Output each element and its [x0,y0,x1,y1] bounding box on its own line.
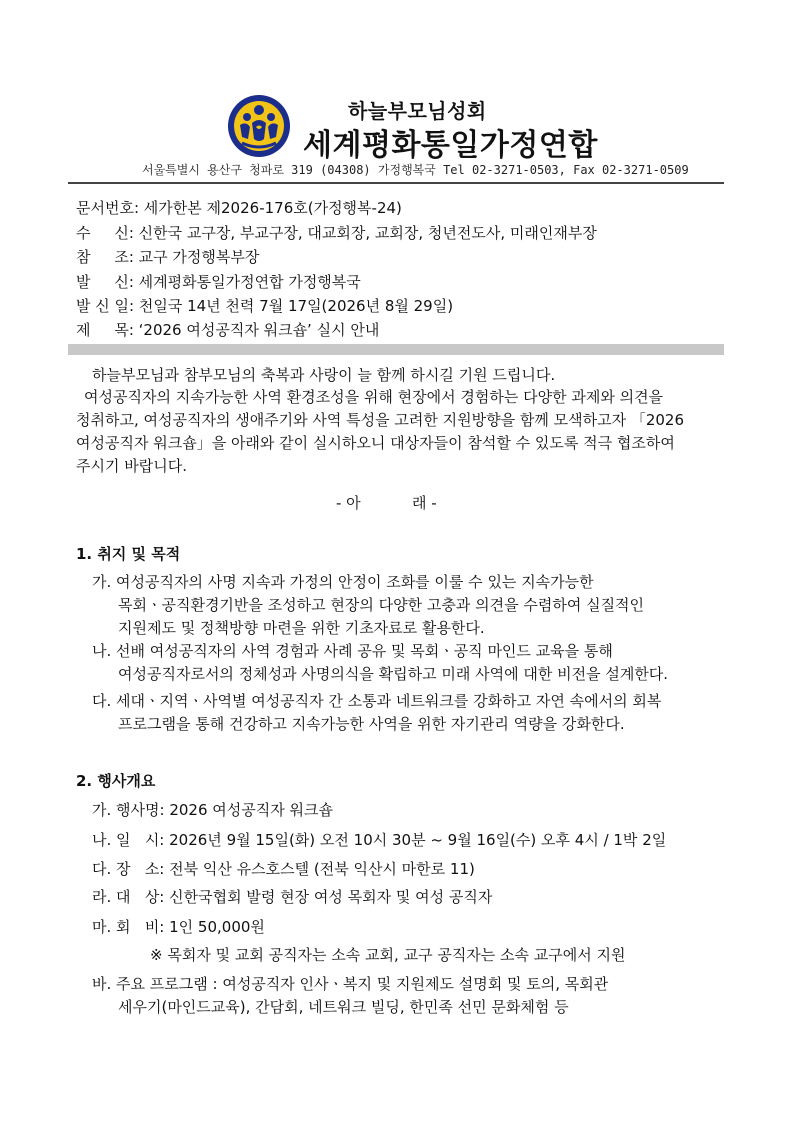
section-1-item-c-line-1: 다. 세대ㆍ지역ㆍ사역별 여성공직자 간 소통과 네트워크를 강화하고 자연 속에서의 회복 [92,692,662,710]
recipient-value: 신한국 교구장, 부교구장, 대교회장, 교회장, 청년전도사, 미래인재부장 [138,224,597,242]
recipient-label: 수 신: [76,224,134,242]
intro-line-2: 청취하고, 여성공직자의 생애주기와 사역 특성을 고려한 지원방향을 함께 모색하고자 「2026 [76,411,685,429]
doc-number-row [76,197,402,218]
section-1-item-a-line-2: 목회ㆍ공직환경기반을 조성하고 현장의 다양한 고충과 의견을 수렴하여 실질적인 [118,596,645,614]
section-1-item-b-line-2: 여성공직자로서의 정체성과 사명의식을 확립하고 미래 사역에 대한 비전을 설계한다. [118,665,669,683]
doc-number-value: 세가한본 제2026-176호(가정행복-24) [143,199,402,217]
event-name-row: 가. 행사명: 2026 여성공직자 워크숍 [92,801,333,819]
section-1-item-a-line-1: 가. 여성공직자의 사명 지속과 가정의 안정이 조화를 이룰 수 있는 지속가능한 [92,573,594,591]
organization-subtitle: 하늘부모님성회 [348,99,487,123]
subject-value: ‘2026 여성공직자 워크숍’ 실시 안내 [138,321,380,339]
organization-address: 서울특별시 용산구 청파로 319 (04308) 가정행복국 Tel 02-3271-0503, Fax 02-3271-0509 [142,163,689,177]
organization-name: 세계평화통일가정연합 [303,128,598,163]
event-fee-row: 마. 회 비: 1인 50,000원 [92,918,265,936]
fee-support-note: ※ 목회자 및 교회 공직자는 소속 교회, 교구 공직자는 소속 교구에서 지원 [150,946,626,964]
organization-logo [226,93,292,159]
section-divider-bar [68,344,724,355]
section-1-title: 1. 취지 및 목적 [76,545,181,563]
event-venue-row: 다. 장 소: 전북 익산 유스호스텔 (전북 익산시 마한로 11) [92,860,475,878]
event-target-row: 라. 대 상: 신한국협회 발령 현장 여성 목회자 및 여성 공직자 [92,888,493,906]
subject-label: 제 목: [76,321,134,339]
intro-line-4: 주시기 바랍니다. [76,457,187,475]
header-divider [68,182,724,184]
reference-row [76,246,259,267]
sender-label: 발 신: [76,273,134,291]
subject-row [76,319,379,340]
greeting-text: 하늘부모님과 참부모님의 축복과 사랑이 늘 함께 하시길 기원 드립니다. [92,366,556,384]
below-heading-right: 래 - [412,494,437,512]
sender-row [76,271,361,292]
intro-line-1: 여성공직자의 지속가능한 사역 환경조성을 위해 현장에서 경험하는 다양한 과제와 의견을 [84,388,664,406]
section-1-item-b-line-1: 나. 선배 여성공직자의 사역 경험과 사례 공유 및 목회ㆍ공직 마인드 교육을 통해 [92,642,613,660]
below-heading-left: - 아 [336,494,361,512]
reference-value: 교구 가정행복부장 [138,248,260,266]
section-2-title: 2. 행사개요 [76,772,156,790]
intro-line-3: 여성공직자 워크숍」을 아래와 같이 실시하오니 대상자들이 참석할 수 있도록 적극 협조하여 [76,434,675,452]
doc-number-label: 문서번호: [76,199,140,217]
program-row-line-1: 바. 주요 프로그램 : 여성공직자 인사ㆍ복지 및 지원제도 설명회 및 토의, 목회관 [92,975,609,993]
reference-label: 참 조: [76,248,134,266]
program-row-line-2: 세우기(마인드교육), 간담회, 네트워크 빌딩, 한민족 선민 문화체험 등 [118,998,569,1016]
send-date-row [76,295,453,316]
event-datetime-row: 나. 일 시: 2026년 9월 15일(화) 오전 10시 30분 ~ 9월 16일(수) 오후 4시 / 1박 2일 [92,831,667,849]
send-date-label: 발 신 일: [76,297,135,315]
section-1-item-a-line-3: 지원제도 및 정책방향 마련을 위한 기초자료로 활용한다. [118,619,485,637]
sender-value: 세계평화통일가정연합 가정행복국 [138,273,361,291]
send-date-value: 천일국 14년 천력 7월 17일(2026년 8월 29일) [138,297,454,315]
section-1-item-c-line-2: 프로그램을 통해 건강하고 지속가능한 사역을 위한 자기관리 역량을 강화한다. [118,715,625,733]
recipient-row [76,222,597,243]
